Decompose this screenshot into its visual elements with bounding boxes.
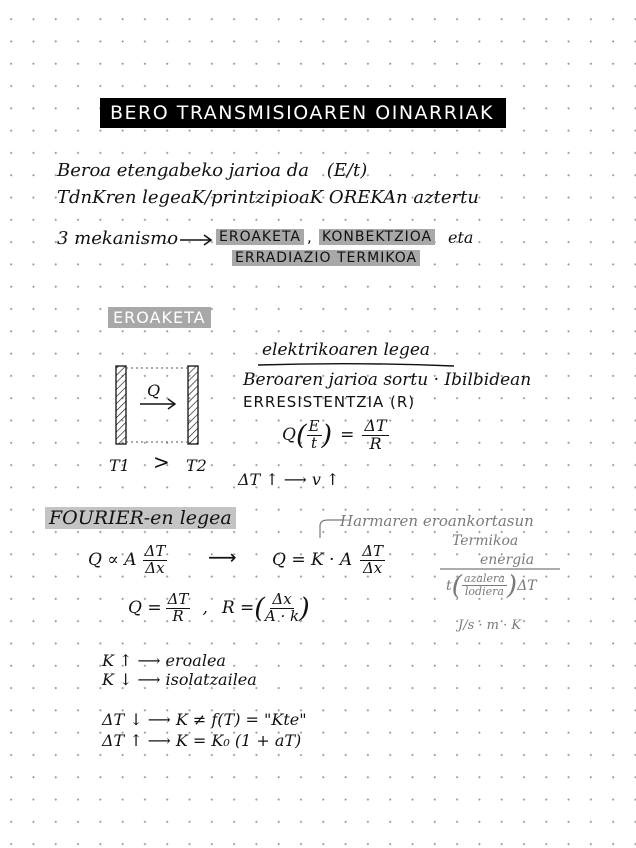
q-dt-r-formula [128, 592, 310, 625]
prop-q: Q ∝ A [88, 550, 137, 571]
law-title-underline [258, 362, 458, 368]
diagram-q-label: Q [147, 381, 161, 400]
page-title: BERO TRANSMISIOAREN OINARRIAK [100, 98, 506, 128]
k-down: K ↓ ⟶ isolatzailea [102, 670, 257, 689]
diagram-t2-label: T2 [186, 456, 207, 475]
note-paren-close: ) [506, 570, 518, 601]
intro-line-1-unit: (E/t) [326, 160, 368, 181]
and-word: eta [448, 228, 474, 247]
law-dt: ΔT [362, 542, 384, 560]
formula-q: Q [282, 425, 296, 446]
r-ak: A · k [264, 606, 300, 625]
mechanisms-label: 3 mekanismo [57, 228, 179, 249]
formula-dt-over-r [362, 418, 388, 453]
formula-eq: = [340, 425, 355, 446]
intro-line-1-text: Beroa etengabeko jarioa da [57, 160, 310, 181]
conduction-formula [282, 418, 389, 453]
conduction-line-1: Beroaren jarioa sortu · Ibilbidean [243, 370, 532, 390]
conduction-wall-diagram [110, 360, 220, 452]
note-thickness: lodiera [464, 585, 504, 598]
law-fraction [360, 544, 385, 577]
r-fraction [265, 592, 299, 625]
law-left: Q = K · A [272, 550, 353, 571]
intro-line-2: TdnKren legeaK/printzipioaK OREKAn aztertu [57, 187, 479, 208]
note-area-thickness [462, 573, 507, 597]
diagram-t1-label: T1 [109, 456, 130, 475]
q-dt: ΔT [167, 590, 189, 608]
k-up: K ↑ ⟶ eroalea [102, 651, 226, 670]
note-dt: ΔT [517, 577, 537, 594]
dt-down-relation: ΔT ↓ ⟶ K ≠ f(T) = "Kte" [102, 710, 307, 729]
note-title: Harmaren eroankortasun [340, 512, 534, 530]
prop-dx: Δx [145, 558, 165, 577]
fourier-arrow: ⟶ [208, 545, 237, 569]
mechanism-radiation: ERRADIAZIO TERMIKOA [232, 250, 420, 266]
formula-e-over-t [307, 419, 322, 452]
intro-line-1 [57, 160, 367, 181]
note-paren-open: ( [451, 570, 463, 601]
fourier-heading: FOURIER-en legea [45, 507, 236, 529]
formula-paren-close: ) [321, 419, 333, 451]
q-eq: Q = [128, 598, 162, 619]
note-area: azalera [464, 572, 505, 586]
law-dx: Δx [362, 558, 383, 577]
q-r: R [172, 606, 184, 625]
fourier-proportional [88, 544, 167, 577]
mechanisms-arrow [180, 232, 214, 246]
prop-fraction [143, 544, 168, 577]
conduction-heading: EROAKETA [108, 307, 211, 328]
mechanism-convection: KONBEKTZIOA [319, 229, 435, 245]
note-t: t [446, 577, 452, 594]
comma: , [307, 228, 313, 246]
dt-up-relation: ΔT ↑ ⟶ K = K₀ (1 + aT) [102, 731, 302, 750]
note-term: Termikoa [452, 533, 519, 549]
r-dx: Δx [272, 590, 292, 608]
conduction-law-title: elektrikoaren legea [262, 340, 431, 360]
diagram-gt-symbol: > [153, 450, 170, 474]
formula-comma: , [202, 598, 208, 619]
q-fraction [166, 592, 191, 625]
note-units: J/s · m · K [458, 618, 522, 633]
r-paren-open: ( [254, 592, 265, 624]
note-energy: energia [480, 552, 535, 568]
r-paren-close: ) [299, 592, 310, 624]
r-eq: R = [221, 598, 255, 619]
formula-t: t [311, 433, 318, 452]
mechanism-conduction: EROAKETA [216, 229, 304, 245]
note-denominator [446, 570, 537, 601]
formula-dt: ΔT [364, 416, 387, 435]
prop-dt: ΔT [144, 542, 166, 560]
conduction-line-2: ERRESISTENTZIA (R) [243, 393, 416, 411]
conduction-relation: ΔT ↑ ⟶ v ↑ [238, 470, 340, 489]
formula-r: R [369, 433, 382, 453]
fourier-law [272, 544, 385, 577]
formula-e: E [308, 417, 320, 436]
formula-paren-open: ( [295, 419, 307, 451]
